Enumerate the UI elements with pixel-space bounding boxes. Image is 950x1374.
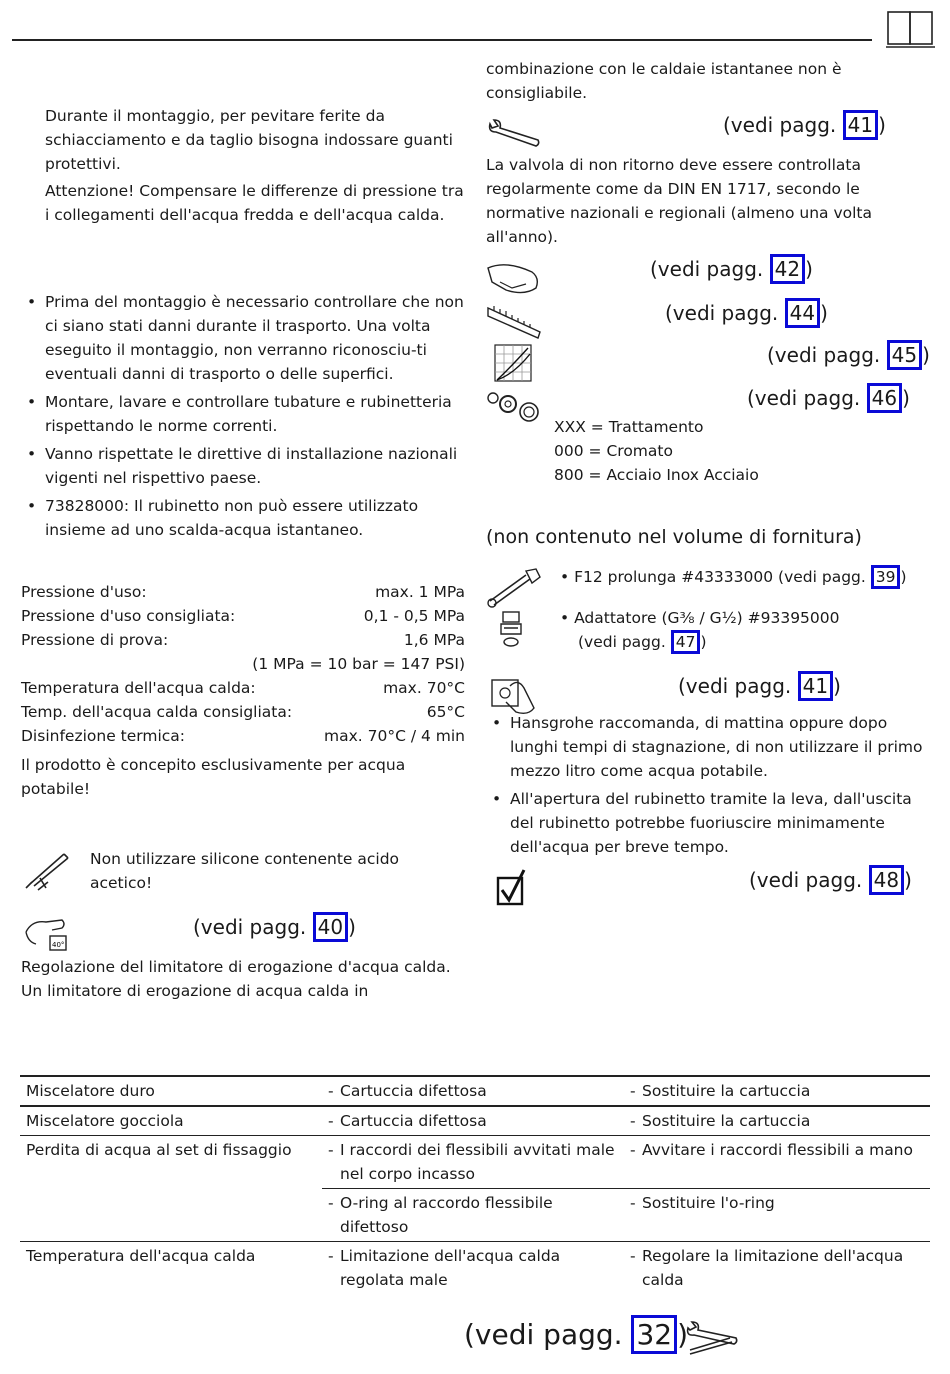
problem-cell: Perdita di acqua al set di fissaggio [26, 1141, 292, 1159]
svg-text:40°: 40° [52, 941, 65, 949]
limiter-text: Regolazione del limitatore di erogazione d'acqua calda. Un limitatore di erogazione di acqua calda in [21, 958, 451, 1000]
list-item: • Prima del montaggio è necessario controllare che non ci siano stati danni durante il trasporto. Una volta eseguito il montaggio, non verranno riconosciu-ti eventuali danni di trasporto o delle superfici. [21, 290, 467, 386]
page-link[interactable]: 48 [869, 865, 904, 895]
check-valve-text: La valvola di non ritorno deve essere controllata regolarmente come da DIN EN 1717, secondo le normative nazionali e regionali (almeno una volta all'anno). [486, 156, 872, 246]
spec-value: 65°C [426, 703, 465, 721]
spec-value: (1 MPa = 10 bar = 147 PSI) [252, 655, 465, 673]
accessory-extension: • F12 prolunga #43333000 (vedi pagg. 39 ) [560, 565, 907, 589]
page-link[interactable]: 41 [798, 671, 833, 701]
ref-page-44: (vedi pagg. 44 ) [665, 301, 828, 325]
page-link[interactable]: 40 [313, 912, 348, 942]
spec-label: Pressione d'uso: [21, 583, 147, 601]
spec-label: Pressione di prova: [21, 631, 169, 649]
list-item: • 73828000: Il rubinetto non può essere utilizzato insieme ad uno scalda-acqua istantaneo. [21, 494, 467, 542]
ref-page-48: (vedi pagg. 48 ) [749, 868, 912, 892]
cleaning-hand-icon [486, 258, 542, 298]
spec-value: max. 1 MPa [375, 583, 465, 601]
spec-label: Temperatura dell'acqua calda: [21, 679, 256, 697]
ref-page-42: (vedi pagg. 42 ) [650, 257, 813, 281]
wrench-icon [486, 118, 542, 152]
spec-value: 1,6 MPa [403, 631, 465, 649]
ref-page-41-a: (vedi pagg. 41 ) [723, 113, 886, 137]
problem-cell: Miscelatore duro [26, 1082, 155, 1100]
spec-row [21, 652, 465, 676]
fix-cell: - Sostituire la cartuccia [630, 1082, 811, 1100]
flow-diagram-icon [494, 344, 532, 382]
spare-parts-icon [486, 388, 542, 424]
page-link[interactable]: 46 [867, 383, 902, 413]
page-link[interactable]: 32 [631, 1315, 677, 1354]
finish-codes [554, 415, 854, 487]
spec-row [21, 700, 465, 724]
page-link[interactable]: 47 [671, 630, 701, 654]
fix-cell: - Regolare la limitazione dell'acqua calda [630, 1247, 904, 1289]
hand-lever-icon [488, 672, 538, 716]
checkbox-icon [496, 868, 528, 908]
ref-page-46: (vedi pagg. 46 ) [747, 386, 910, 410]
spec-label: Pressione d'uso consigliata: [21, 607, 236, 625]
ref-page-41-b: (vedi pagg. 41 ) [678, 674, 841, 698]
table-row [20, 1136, 930, 1189]
fix-cell: - Avvitare i raccordi flessibili a mano [630, 1141, 913, 1159]
technical-data [21, 580, 465, 748]
ruler-icon [486, 302, 542, 340]
cause-cell: - Cartuccia difettosa [328, 1112, 487, 1130]
ref-page-32: (vedi pagg. 32 ) [464, 1318, 688, 1351]
continued-text: combinazione con le caldaie istantanee non è consigliabile. [486, 60, 842, 102]
spec-value: max. 70°C [383, 679, 465, 697]
install-bullets [21, 290, 467, 546]
not-included-heading: (non contenuto nel volume di fornitura) [486, 526, 862, 548]
troubleshooting-table [20, 1075, 930, 1294]
table-row [20, 1242, 930, 1295]
extension-icon [486, 565, 542, 609]
safety-gloves-note: Durante il montaggio, per pevitare ferite da schiacciamento e da taglio bisogna indossare guanti protettivi. [45, 107, 453, 173]
cause-cell: - I raccordi dei flessibili avvitati male nel corpo incasso [328, 1141, 615, 1183]
spec-value: max. 70°C / 4 min [323, 727, 465, 745]
page-link[interactable]: 42 [770, 254, 805, 284]
header-rule [12, 39, 872, 41]
temperature-limiter-icon [22, 914, 70, 956]
silicone-note: Non utilizzare silicone contenente acido acetico! [90, 850, 400, 892]
problem-cell: Temperatura dell'acqua calda [26, 1247, 256, 1265]
list-item: • All'apertura del rubinetto tramite la leva, dall'uscita del rubinetto potrebbe fuoriuscire minimamente dell'acqua per breve tempo. [486, 787, 936, 859]
fix-cell: - Sostituire l'o-ring [624, 1189, 930, 1242]
spec-row [21, 604, 465, 628]
spec-label: Disinfezione termica: [21, 727, 186, 745]
table-row [20, 1106, 930, 1136]
finish-row: XXX = Trattamento [554, 418, 704, 436]
tools-icon [684, 1320, 742, 1358]
spec-row [21, 676, 465, 700]
pressure-warning: Attenzione! Compensare le differenze di pressione tra i collegamenti dell'acqua fredda e dell'acqua calda. [45, 182, 464, 224]
page-link[interactable]: 44 [785, 298, 820, 328]
list-item: • Vanno rispettate le direttive di installazione nazionali vigenti nel rispettivo paese. [21, 442, 467, 490]
potable-note: Il prodotto è concepito esclusivamente per acqua potabile! [21, 756, 406, 798]
usage-bullets [486, 711, 936, 863]
spec-value: 0,1 - 0,5 MPa [363, 607, 465, 625]
spec-row [21, 628, 465, 652]
adapter-icon [498, 610, 524, 648]
ref-page-45: (vedi pagg. 45 ) [767, 343, 930, 367]
page-link[interactable]: 45 [887, 340, 922, 370]
table-row [20, 1076, 930, 1106]
cause-cell: - Limitazione dell'acqua calda regolata male [328, 1247, 561, 1289]
spec-row [21, 580, 465, 604]
list-item: • Hansgrohe raccomanda, di mattina oppure dopo lunghi tempi di stagnazione, di non utilizzare il primo mezzo litro come acqua potabile. [486, 711, 936, 783]
ref-page-40: (vedi pagg. 40 ) [193, 915, 356, 939]
accessory-adapter: • Adattatore (G⅜ / G½) #93395000 (vedi pagg. 47 ) [560, 606, 840, 654]
book-icon [886, 9, 936, 49]
list-item: • Montare, lavare e controllare tubature e rubinetteria rispettando le norme correnti. [21, 390, 467, 438]
silicone-gun-icon [24, 848, 72, 892]
spec-row [21, 724, 465, 748]
finish-row: 800 = Acciaio Inox Acciaio [554, 466, 759, 484]
cause-cell: - O-ring al raccordo flessibile difettoso [322, 1189, 624, 1242]
problem-cell: Miscelatore gocciola [26, 1112, 184, 1130]
spec-label: Temp. dell'acqua calda consigliata: [21, 703, 293, 721]
fix-cell: - Sostituire la cartuccia [630, 1112, 811, 1130]
cause-cell: - Cartuccia difettosa [328, 1082, 487, 1100]
page-link[interactable]: 39 [871, 565, 901, 589]
page-link[interactable]: 41 [843, 110, 878, 140]
finish-row: 000 = Cromato [554, 442, 673, 460]
